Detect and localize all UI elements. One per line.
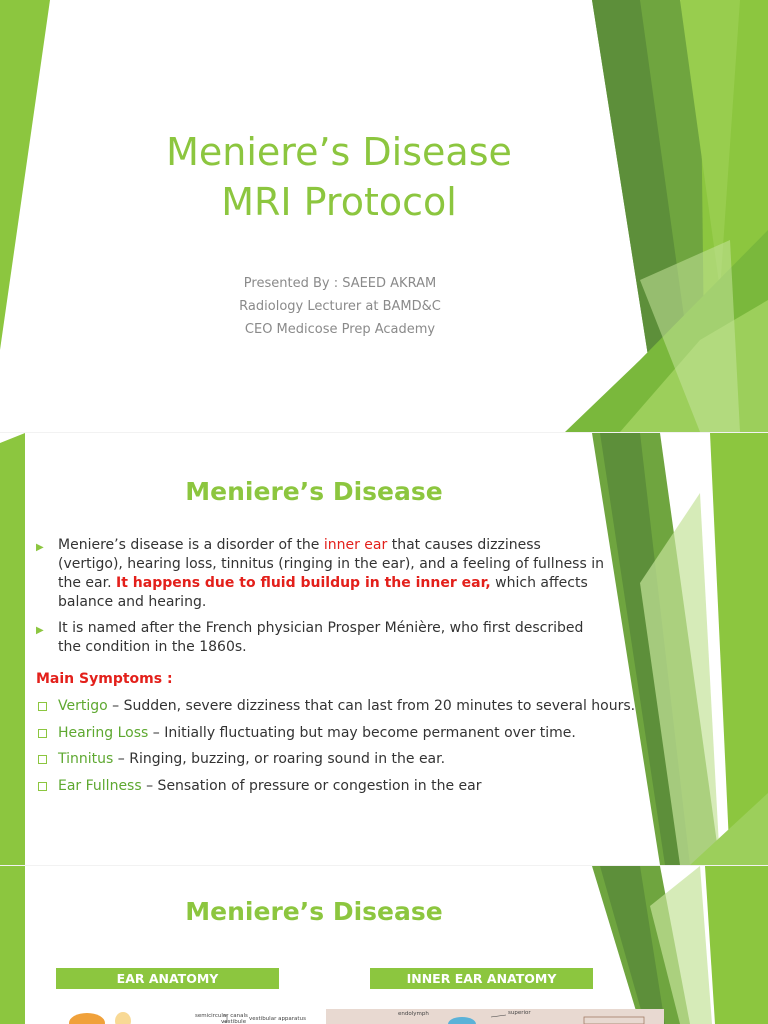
- fig-label: vestibule: [221, 1019, 247, 1024]
- bullet2-text: It is named after the French physician Prosper Ménière, who first described the condition in the 1860s.: [58, 620, 584, 655]
- fig-label: semicircular canals: [195, 1013, 248, 1019]
- slide2-title: Meniere’s Disease: [185, 477, 443, 506]
- bullet-history: [36, 619, 606, 657]
- presenter-role: Radiology Lecturer at BAMD&C: [239, 299, 441, 314]
- slide3-title: Meniere’s Disease: [185, 897, 443, 926]
- symptom-desc: – Ringing, buzzing, or roaring sound in the ear.: [113, 751, 446, 767]
- ear-anatomy-figure: [55, 1001, 340, 1024]
- symptom-term: Ear Fullness: [58, 777, 142, 794]
- checkbox-bullet-icon: [38, 702, 47, 711]
- title-slide: [0, 0, 768, 432]
- bullet1-text-c: which affects balance and hearing.: [58, 575, 588, 610]
- symptom-item: [38, 750, 635, 777]
- bullet-definition: [36, 536, 606, 612]
- symptom-item: [38, 724, 635, 751]
- symptom-term: Tinnitus: [58, 751, 114, 767]
- fig-label: vestibular apparatus: [249, 1016, 306, 1022]
- checkbox-bullet-icon: [38, 729, 47, 738]
- symptoms-heading: Main Symptoms :: [36, 671, 173, 687]
- symptom-desc: – Sudden, severe dizziness that can last from 20 minutes to several hours.: [107, 698, 636, 714]
- symptom-term: Hearing Loss: [58, 724, 149, 741]
- inner-ear-anatomy-figure: [326, 1009, 664, 1024]
- title-line-2: MRI Protocol: [221, 180, 457, 224]
- fig-label: endolymph: [398, 1011, 429, 1017]
- symptom-desc: – Sensation of pressure or congestion in the ear: [141, 777, 482, 794]
- inner-ear-illustration-icon: [326, 1009, 664, 1024]
- highlight-fluid-buildup: It happens due to fluid buildup in the inner ear,: [116, 575, 491, 591]
- presenter-info: [160, 272, 520, 341]
- checkbox-bullet-icon: [38, 755, 47, 764]
- description-list: [36, 536, 606, 664]
- presenter-name: Presented By : SAEED AKRAM: [243, 276, 437, 291]
- symptom-item: [38, 697, 635, 724]
- fig-label: superior: [508, 1010, 531, 1016]
- symptom-item: [38, 777, 635, 804]
- triangle-bullet-icon: ▶: [36, 542, 44, 553]
- anatomy-slide: [0, 866, 768, 1024]
- presenter-org: CEO Medicose Prep Academy: [244, 322, 436, 337]
- bullet1-text-a: Meniere’s disease is a disorder of the: [58, 537, 324, 553]
- presentation-title: [100, 127, 578, 227]
- bullet1-text-b: that causes dizziness (vertigo), hearing loss, tinnitus (ringing in the ear), and a feeling of fullness in the ear.: [58, 537, 604, 591]
- title-line-1: Meniere’s Disease: [166, 130, 512, 174]
- inner-ear-anatomy-label: INNER EAR ANATOMY: [370, 968, 593, 989]
- checkbox-bullet-icon: [38, 782, 47, 791]
- ear-anatomy-label: EAR ANATOMY: [56, 968, 279, 989]
- content-slide: [0, 433, 768, 865]
- highlight-inner-ear: inner ear: [323, 537, 388, 553]
- triangle-bullet-icon: ▶: [36, 625, 44, 636]
- symptom-desc: – Initially fluctuating but may become permanent over time.: [148, 724, 576, 741]
- symptoms-list: [38, 697, 635, 803]
- symptom-term: Vertigo: [58, 698, 108, 714]
